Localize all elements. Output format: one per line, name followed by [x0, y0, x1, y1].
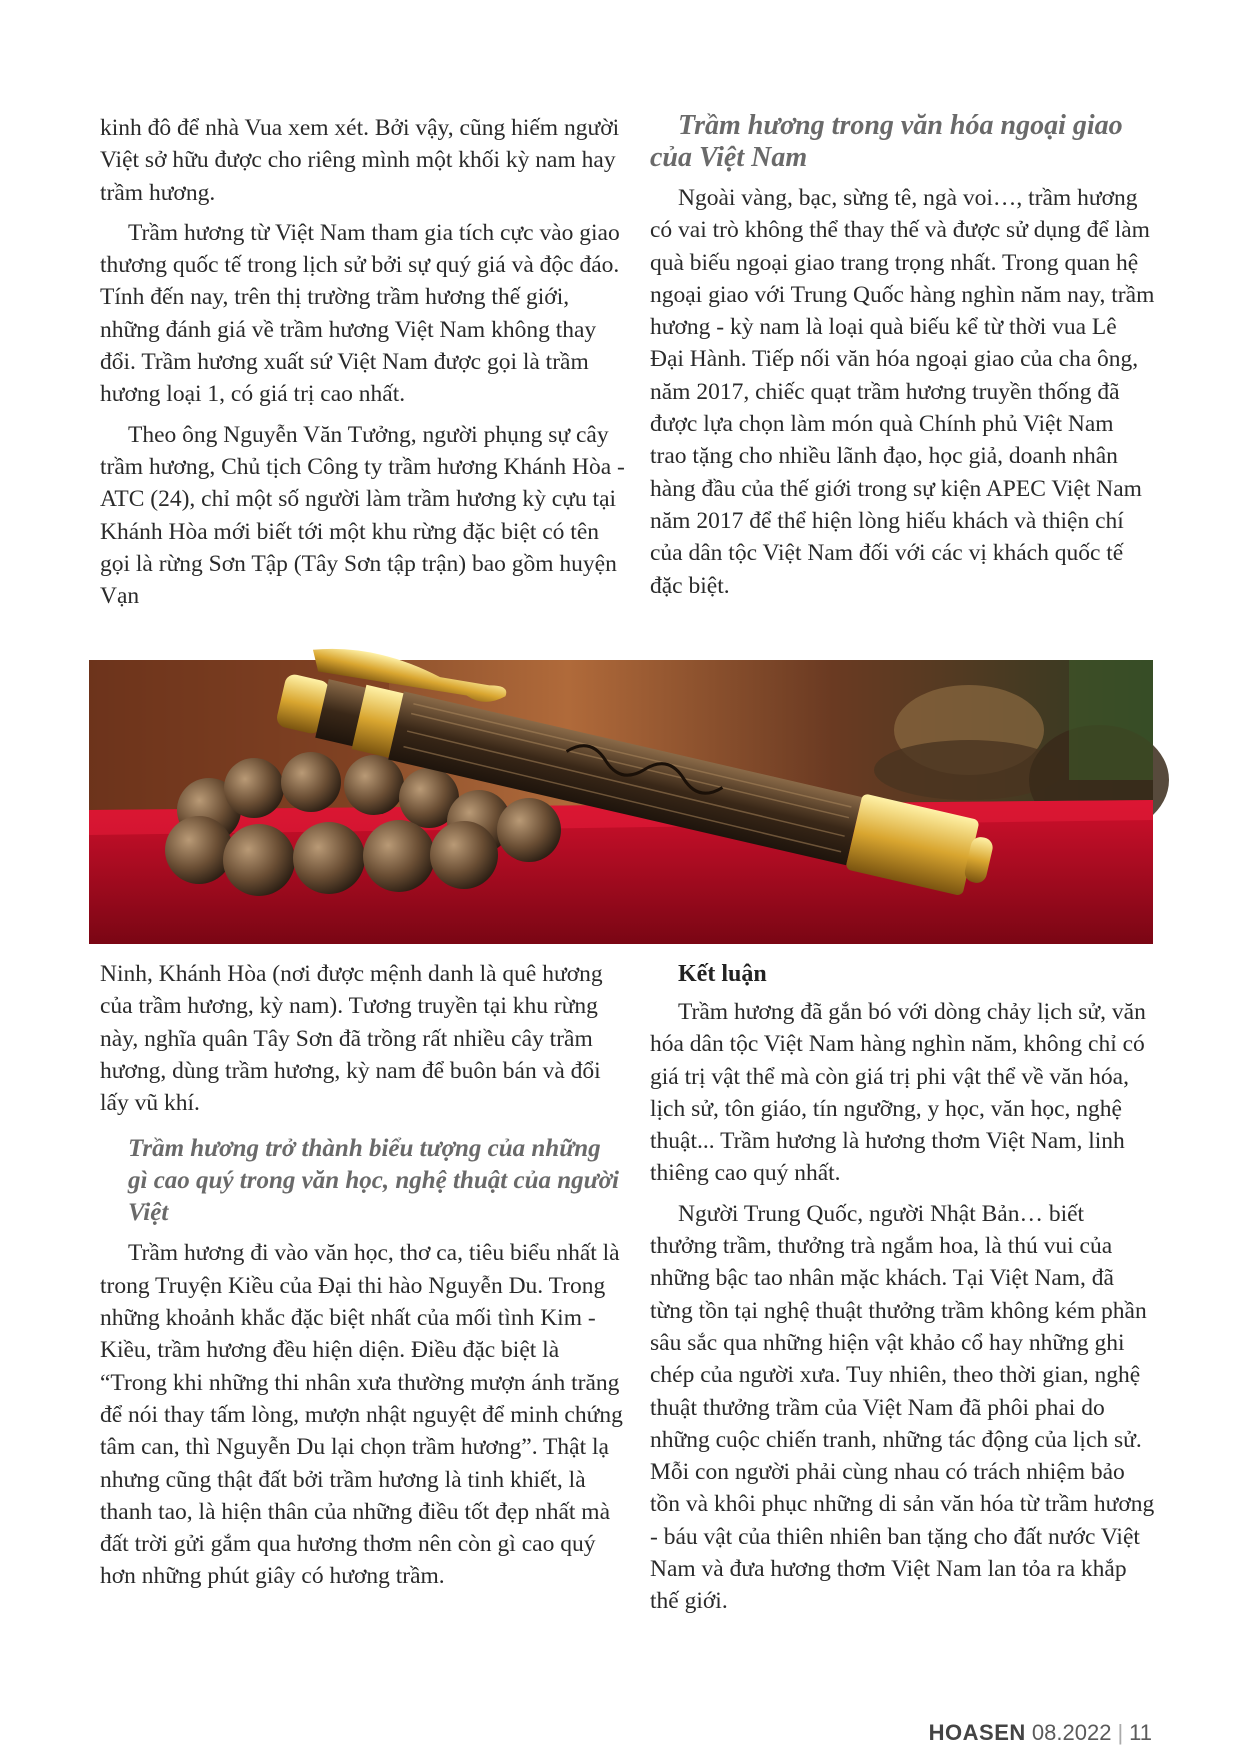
- section-heading: Kết luận: [678, 961, 767, 987]
- paragraph: Theo ông Nguyễn Văn Tưởng, người phụng sự cây trầm hương, Chủ tịch Công ty trầm hương Khánh Hòa - ATC (24), chỉ một số người làm trầm hương kỳ cựu tại Khánh Hòa mới biết tới một khu rừng đặc biệt có tên gọi là rừng Sơn Tập (Tây Sơn tập trận) bao gồm huyện Vạn: [100, 421, 625, 610]
- column-bottom-right: [650, 958, 1155, 1626]
- paragraph: Người Trung Quốc, người Nhật Bản… biết thưởng trầm, thưởng trà ngắm hoa, là thú vui của những bậc tao nhân mặc khách. Tại Việt Nam, đã từng tồn tại nghệ thuật thưởng trầm không kém phần sâu sắc qua những hiện vật khảo cổ hay những ghi chép của người xưa. Tuy nhiên, theo thời gian, nghệ thuật thưởng trầm của Việt Nam đã phôi phai do những cuộc chiến tranh, những tác động của lịch sử. Mỗi con người phải cùng nhau có trách nhiệm bảo tồn và khôi phục những di sản văn hóa từ trầm hương - báu vật của thiên nhiên ban tặng cho đất nước Việt Nam và đưa hương thơm Việt Nam lan tỏa ra khắp thế giới.: [650, 1200, 1155, 1615]
- issue-date: 08.2022: [1031, 1720, 1112, 1745]
- paragraph: Ninh, Khánh Hòa (nơi được mệnh danh là quê hương của trầm hương, kỳ nam). Tương truyền tại khu rừng này, nghĩa quân Tây Sơn đã trồng rất nhiều cây trầm hương, dùng trầm hương, kỳ nam để buôn bán và đổi lấy vũ khí.: [100, 961, 603, 1117]
- page-number: 11: [1129, 1720, 1152, 1745]
- paragraph: Ngoài vàng, bạc, sừng tê, ngà voi…, trầm hương có vai trò không thể thay thế và được sử dụng để làm quà biếu ngoại giao trang trọng nhất. Trong quan hệ ngoại giao với Trung Quốc hàng nghìn năm nay, trầm hương - kỳ nam là loại quà biếu kể từ thời vua Lê Đại Hành. Tiếp nối văn hóa ngoại giao của cha ông, năm 2017, chiếc quạt trầm hương truyền thống đã được lựa chọn làm món quà Chính phủ Việt Nam trao tặng cho nhiều lãnh đạo, học giả, doanh nhân hàng đầu của thế giới trong sự kiện APEC Việt Nam năm 2017 để thể hiện lòng hiếu khách và thiện chí của dân tộc Việt Nam đối với các vị khách quốc tế đặc biệt.: [650, 185, 1155, 599]
- section-heading: Trầm hương trong văn hóa ngoại giao của Việt Nam: [650, 110, 1123, 173]
- paragraph: kinh đô để nhà Vua xem xét. Bởi vậy, cũng hiếm người Việt sở hữu được cho riêng mình một khối kỳ nam hay trầm hương.: [100, 115, 620, 206]
- pen-engraving: Huong mua tram: [89, 647, 198, 664]
- page-footer: [929, 1720, 1152, 1746]
- photo-illustration: [89, 647, 1153, 944]
- section-heading: Trầm hương trở thành biểu tượng của những gì cao quý trong văn học, nghệ thuật của người Việt: [128, 1135, 619, 1227]
- agarwood-pen-photo: [89, 647, 1153, 944]
- column-top-right: [650, 110, 1155, 610]
- column-top-left: [100, 112, 625, 620]
- paragraph: Trầm hương đã gắn bó với dòng chảy lịch sử, văn hóa dân tộc Việt Nam hàng nghìn năm, không chỉ có giá trị vật thể mà còn giá trị phi vật thể về văn hóa, lịch sử, tôn giáo, tín ngưỡng, y học, văn học, nghệ thuật... Trầm hương là hương thơm Việt Nam, linh thiêng cao quý nhất.: [650, 999, 1146, 1187]
- divider: |: [1117, 1720, 1124, 1745]
- magazine-name: HOASEN: [928, 1720, 1026, 1745]
- paragraph: Trầm hương từ Việt Nam tham gia tích cực vào giao thương quốc tế trong lịch sử bởi sự quý giá và độc đáo. Tính đến nay, trên thị trường trầm hương thế giới, những đánh giá về trầm hương Việt Nam không thay đổi. Trầm hương xuất sứ Việt Nam được gọi là trầm hương loại 1, có giá trị cao nhất.: [100, 219, 620, 408]
- paragraph: Trầm hương đi vào văn học, thơ ca, tiêu biểu nhất là trong Truyện Kiều của Đại thi hào Nguyễn Du. Trong những khoảnh khắc đặc biệt nhất của mối tình Kim - Kiều, trầm hương đều hiện diện. Điều đặc biệt là “Trong khi những thi nhân xưa thường mượn ánh trăng để nói thay tấm lòng, mượn nhật nguyệt để minh chứng tâm can, thì Nguyễn Du lại chọn trầm hương”. Thật lạ nhưng cũng thật đất bởi trầm hương là tinh khiết, là thanh tao, là hiện thân của những điều tốt đẹp nhất mà đất trời gửi gắm qua hương thơm nên còn gì cao quý hơn những phút giây có hương trầm.: [100, 1240, 623, 1590]
- column-bottom-left: [100, 958, 625, 1601]
